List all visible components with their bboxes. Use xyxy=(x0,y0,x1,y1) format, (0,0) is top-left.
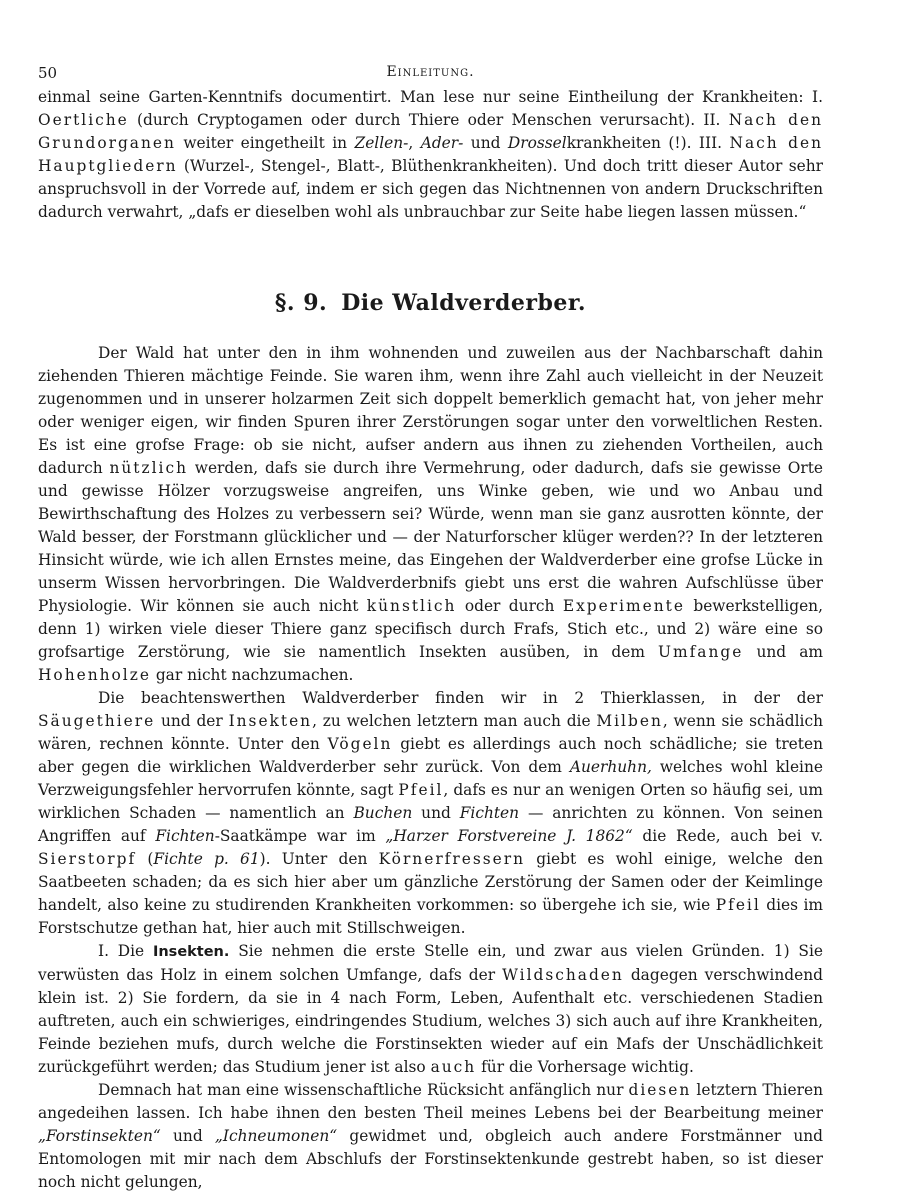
spaced-text: Nach den Grundorganen xyxy=(38,111,823,152)
italic-text: „Forstinsekten“ xyxy=(38,1127,161,1145)
text-run: (Wurzel-, Stengel-, Blatt-, Blüthenkrankheiten). Und doch tritt dieser Autor sehr anspruchsvoll in der Vorrede auf, indem er sich gegen das Nichtnennen von andern Druckschriften dadurch verwahrt, „dafs er dieselben wohl als unbrauchbar zur Seite habe liegen lassen müssen.“ xyxy=(38,157,823,221)
spaced-text: Sierstorpf xyxy=(38,850,137,868)
spaced-text: Nach den Hauptgliedern xyxy=(38,134,823,175)
text-run: Sie nehmen die erste Stelle ein, und zwar aus vielen Gründen. 1) Sie verwüsten das Holz in einem solchen Umfange, dafs der xyxy=(38,942,823,984)
text-run: und xyxy=(463,134,508,152)
text-run: krankheiten (!). III. xyxy=(566,134,730,152)
continued-paragraph xyxy=(38,86,823,224)
italic-text: „Harzer Forstvereine J. 1862“ xyxy=(385,827,633,845)
italic-text: Ader- xyxy=(420,134,464,152)
text-run: gewidmet und, obgleich auch andere Forstmänner und Entomologen mit mir nach dem Abschlufs der Forstinsektenkunde gestrebt haben, so ist dieser noch nicht gelungen, xyxy=(38,1127,823,1191)
italic-text: Auerhuhn, xyxy=(569,758,652,776)
text-run: , dafs es nur an wenigen Orten so häufig sei, um wirklichen Schaden — namentlich an xyxy=(38,781,823,822)
paragraph-3 xyxy=(38,940,823,1079)
text-run: oder durch xyxy=(456,597,563,615)
text-run: I. Die xyxy=(98,942,153,960)
spaced-text: Pfeil xyxy=(398,781,444,799)
spaced-text: Vögeln xyxy=(327,735,393,753)
text-run: Demnach hat man eine wissenschaftliche Rücksicht anfänglich nur xyxy=(98,1081,629,1099)
paragraph-1 xyxy=(38,342,823,687)
running-head xyxy=(38,60,823,84)
text-run: die Rede, auch bei v. xyxy=(632,827,823,845)
spaced-text: Experimente xyxy=(562,597,685,615)
italic-text: „Ichneumonen“ xyxy=(214,1127,338,1145)
spaced-text: Wildschaden xyxy=(502,966,624,984)
spaced-text: Insekten xyxy=(228,712,313,730)
text-run: giebt es allerdings auch noch schädliche; sie treten aber gegen die wirklichen Waldverderber sehr zurück. Von dem xyxy=(38,735,823,776)
spaced-text: nützlich xyxy=(109,459,188,477)
section-heading xyxy=(38,290,823,316)
spaced-text: auch xyxy=(430,1058,477,1076)
text-run: bewerkstelligen, denn 1) wirken viele dieser Thiere ganz specifisch durch Frafs, Stich etc., und 2) wäre eine so grofsartige Zerstörung, wie sie namentlich Insekten ausüben, in dem xyxy=(38,597,823,661)
running-title: Einleitung. xyxy=(386,64,475,80)
text-run: und xyxy=(160,1127,215,1145)
text-run: , wenn sie schädlich wären, rechnen könnte. Unter den xyxy=(38,712,823,753)
italic-text: Fichten xyxy=(459,804,520,822)
text-run: letztern Thieren angedeihen lassen. Ich habe ihnen den besten Theil meines Lebens bei der Bearbeitung meiner xyxy=(38,1081,823,1122)
text-run: (durch Cryptogamen oder durch Thiere oder Menschen verursacht). II. xyxy=(128,111,729,129)
text-run: und xyxy=(412,804,460,822)
text-run: — anrichten zu können. Von seinen Angriffen auf xyxy=(38,804,823,845)
italic-text: Fichten xyxy=(155,827,215,845)
text-run: , xyxy=(408,134,421,152)
text-run: gar nicht nachzumachen. xyxy=(150,666,354,684)
spaced-text: Hohenholze xyxy=(38,666,151,684)
paragraph-2 xyxy=(38,687,823,940)
text-run: , zu welchen letztern man auch die xyxy=(312,712,597,730)
text-run: ). Unter den xyxy=(259,850,379,868)
bold-text: Insekten. xyxy=(152,944,230,960)
text-run: -Saatkämpe war im xyxy=(214,827,386,845)
section-title: Die Waldverderber. xyxy=(341,290,587,316)
italic-text: Buchen xyxy=(353,804,413,822)
text-run: Die beachtenswerthen Waldverderber finden wir in 2 Thierklassen, in der der xyxy=(98,689,823,707)
italic-text: Zellen- xyxy=(354,134,409,152)
text-run: werden, dafs sie durch ihre Vermehrung, oder dadurch, dafs sie gewisse Orte und gewisse Hölzer vorzugsweise angreifen, uns Winke geben, wie und wo Anbau und Bewirthschaftung des Holzes zu verbessern sei? Würde, wenn man sie ganz ausrotten könnte, der Wald besser, der Forstmann glücklicher und — der Naturforscher klüger werden?? In der letzteren Hinsicht würde, wie ich allen Ernstes meine, das Eingehen der Waldverderber eine grofse Lücke in unserm Wissen hervorbringen. Die Waldverderbnifs giebt uns erst die wahren Aufschlüsse über Physiologie. Wir können sie auch nicht xyxy=(38,459,824,615)
spaced-text: künstlich xyxy=(366,597,457,615)
text-run: für die Vorhersage wichtig. xyxy=(476,1058,694,1076)
spaced-text: Körnerfressern xyxy=(378,850,526,868)
spaced-text: Oertliche xyxy=(38,111,129,129)
text-run: und am xyxy=(743,643,823,661)
text-run: und der xyxy=(155,712,229,730)
text-run: weiter eingetheilt in xyxy=(175,134,355,152)
text-run: dies im Forstschutze gethan hat, hier auch mit Stillschweigen. xyxy=(38,896,824,937)
text-run: einmal seine Garten-Kenntnifs documentirt. Man lese nur seine Eintheilung der Krankheiten: I. xyxy=(38,88,823,106)
text-run: giebt es wohl einige, welche den Saatbeeten schaden; da es sich hier aber um gänzliche Zerstörung der Samen oder der Keimlinge handelt, also keine zu studirenden Krankheiten vorkommen: so übergehe ich sie, wie xyxy=(38,850,823,914)
page-number: 50 xyxy=(38,64,58,82)
spaced-text: Umfange xyxy=(658,643,744,661)
spaced-text: Pfeil xyxy=(715,896,761,914)
paragraph-4 xyxy=(38,1079,823,1194)
text-run: dagegen verschwindend klein ist. 2) Sie fordern, da sie in 4 nach Form, Leben, Aufenthalt etc. verschiedenen Stadien auftreten, auch ein schwieriges, eindringendes Studium, welches 3) sich auch auf ihre Krankheiten, Feinde beziehen mufs, durch welche die Forstinsekten wieder auf ein Mafs der Unschädlichkeit zurückgeführt werden; das Studium jener ist also xyxy=(38,966,823,1076)
text-run: Der Wald hat unter den in ihm wohnenden und zuweilen aus der Nachbarschaft dahin ziehenden Thieren mächtige Feinde. Sie waren ihm, wenn ihre Zahl auch vielleicht in der Neuzeit zugenommen und in unserer holzarmen Zeit sich doppelt bemerklich gemacht hat, von jeher mehr oder weniger eigen, wir finden Spuren ihrer Zerstörungen sogar unter den vorweltlichen Resten. Es ist eine grofse Frage: ob sie nicht, aufser andern aus ihnen zu ziehenden Vortheilen, auch dadurch xyxy=(38,344,823,477)
section-number: §. 9. xyxy=(274,290,328,316)
text-run: welches wohl kleine Verzweigungsfehler hervorrufen könnte, sagt xyxy=(38,758,824,799)
italic-text: Drossel xyxy=(507,134,567,152)
spaced-text: Säugethiere xyxy=(38,712,156,730)
italic-text: Fichte p. 61 xyxy=(153,850,260,868)
spaced-text: Milben xyxy=(596,712,663,730)
text-run: ( xyxy=(136,850,154,868)
spaced-text: diesen xyxy=(628,1081,692,1099)
book-page xyxy=(38,60,823,1194)
